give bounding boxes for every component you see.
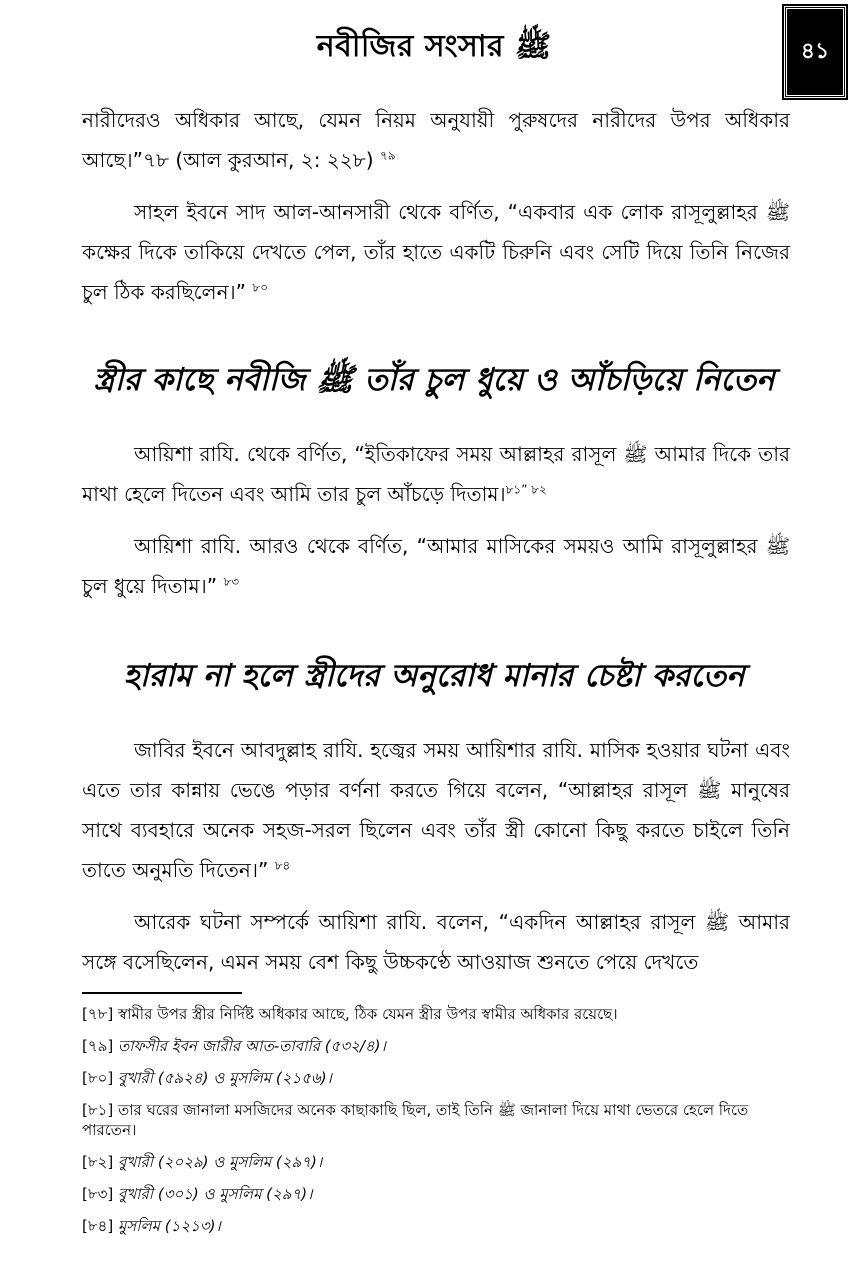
section-heading: স্ত্রীর কাছে নবীজি ﷺ তাঁর চুল ধুয়ে ও আঁচড়িয়ে নিতেন: [93, 362, 775, 398]
paragraph: [82, 730, 790, 890]
running-title: নবীজির সংসার ﷺ: [316, 29, 552, 64]
footnote-text: স্বামীর উপর স্ত্রীর নির্দিষ্ট অধিকার আছে, ঠিক যেমন স্ত্রীর উপর স্বামীর অধিকার রয়েছে।: [117, 1005, 618, 1023]
text-block-1: [82, 100, 790, 324]
footnote-ref: ৮১” ৮২: [505, 482, 547, 497]
footnote-number: [৮৪]: [82, 1217, 114, 1235]
footnote: [82, 1216, 790, 1236]
footnote-text: তার ঘরের জানালা মসজিদের অনেক কাছাকাছি ছিল, তাই তিনি ﷺ জানালা দিয়ে মাথা ভেতরে হেলে দিতে পারতেন।: [82, 1101, 749, 1139]
paragraph: [82, 192, 790, 312]
footnote-text: বুখারী (৩০১) ও মুসলিম (২৯৭)।: [117, 1185, 313, 1203]
footnote: [82, 1100, 790, 1140]
footnote-number: [৮১]: [82, 1101, 114, 1119]
footnote-number: [৮৩]: [82, 1185, 114, 1203]
paragraph: [82, 100, 790, 180]
paragraph-text: আয়িশা রাযি. থেকে বর্ণিত, “ইতিকাফের সময় আল্লাহর রাসূল ﷺ আমার দিকে তার মাথা হেলে দিতেন এবং আমি তার চুল আঁচড়ে দিতাম।: [82, 442, 790, 506]
footnote-text: বুখারী (২০২৯) ও মুসলিম (২৯৭)।: [117, 1153, 323, 1171]
paragraph: [82, 902, 790, 982]
section-heading: হারাম না হলে স্ত্রীদের অনুরোধ মানার চেষ্টা করতেন: [123, 658, 745, 694]
paragraph: [82, 434, 790, 514]
footnote-divider: [82, 992, 242, 994]
text-block-3: [82, 730, 790, 994]
page-number: ৪১: [800, 38, 830, 64]
footnote-number: [৮২]: [82, 1153, 114, 1171]
footnote-ref: ৮৪: [274, 858, 291, 873]
footnote-ref: ৮০: [252, 280, 268, 295]
footnote-text: বুখারী (৫৯২৪) ও মুসলিম (২১৫৬)।: [117, 1069, 332, 1087]
paragraph: [82, 526, 790, 606]
footnote-text: মুসলিম (১২১৩)।: [117, 1217, 221, 1235]
footnote-number: [৭৯]: [82, 1037, 114, 1055]
footnote: [82, 1068, 790, 1088]
paragraph-text: জাবির ইবনে আবদুল্লাহ রাযি. হজ্বের সময় আয়িশার রাযি. মাসিক হওয়ার ঘটনা এবং এতে তার কান্নায় ভেঙে পড়ার বর্ণনা করতে গিয়ে বলেন, “আল্লাহর রাসূল ﷺ মানুষের সাথে ব্যবহারে অনেক সহজ-সরল ছিলেন এবং তাঁর স্ত্রী কোনো কিছু করতে চাইলে তিনি তাতে অনুমতি দিতেন।”: [82, 738, 791, 882]
footnote: [82, 1152, 790, 1172]
footnote-number: [৮০]: [82, 1069, 114, 1087]
paragraph-text: আরেক ঘটনা সম্পর্কে আয়িশা রাযি. বলেন, “একদিন আল্লাহর রাসূল ﷺ আমার সঙ্গে বসেছিলেন, এমন সময় বেশ কিছু উচ্চকণ্ঠে আওয়াজ শুনতে পেয়ে দেখতে: [82, 910, 790, 974]
footnote: [82, 1004, 790, 1024]
text-block-2: [82, 434, 790, 618]
footnotes: [82, 1004, 790, 1248]
footnote: [82, 1036, 790, 1056]
footnote-number: [৭৮]: [82, 1005, 114, 1023]
page-number-badge: [784, 6, 846, 98]
footnote-ref: ৮৩: [223, 574, 240, 589]
footnote-ref: ৭৯: [379, 148, 396, 163]
footnote: [82, 1184, 790, 1204]
paragraph-text: সাহল ইবনে সাদ আল-আনসারী থেকে বর্ণিত, “একবার এক লোক রাসূলুল্লাহর ﷺ কক্ষের দিকে তাকিয়ে দেখতে পেল, তাঁর হাতে একটি চিরুনি এবং সেটি দিয়ে তিনি নিজের চুল ঠিক করছিলেন।”: [82, 200, 790, 304]
paragraph-text: নারীদেরও অধিকার আছে, যেমন নিয়ম অনুযায়ী পুরুষদের নারীদের উপর অধিকার আছে।”৭৮ (আল কুরআন, ২: ২২৮): [82, 108, 790, 172]
footnote-text: তাফসীর ইবন জারীর আত-তাবারি (৫৩২/৪)।: [117, 1037, 386, 1055]
paragraph-text: আয়িশা রাযি. আরও থেকে বর্ণিত, “আমার মাসিকের সময়ও আমি রাসূলুল্লাহর ﷺ চুল ধুয়ে দিতাম।”: [82, 534, 790, 598]
